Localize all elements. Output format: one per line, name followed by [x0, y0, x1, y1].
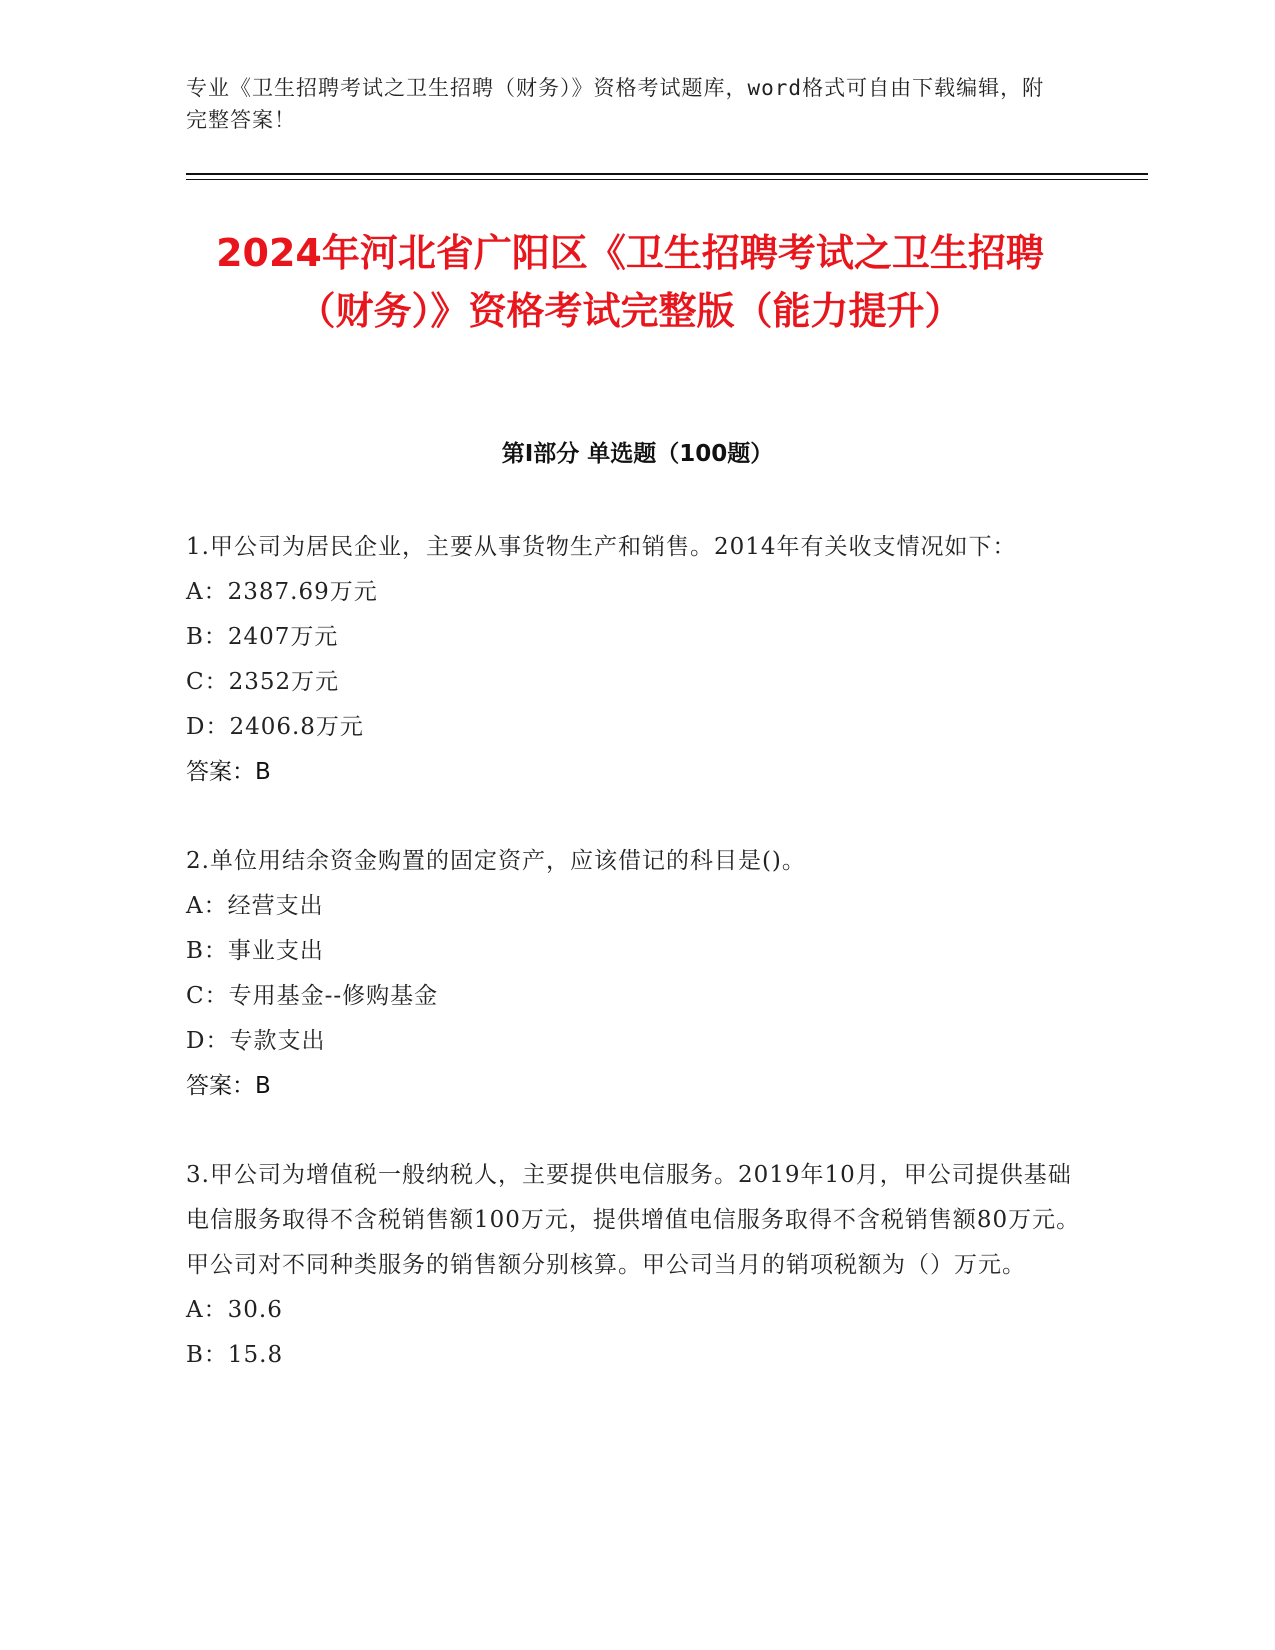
header-divider-thin — [186, 179, 1148, 180]
option-a: A：2387.69万元 — [186, 579, 378, 605]
option-d: D：专款支出 — [186, 1028, 326, 1054]
question-2 — [186, 839, 1086, 1109]
question-text: 1.甲公司为居民企业，主要从事货物生产和销售。2014年有关收支情况如下： — [186, 534, 1017, 560]
option-b: B：事业支出 — [186, 938, 324, 964]
option-a: A：经营支出 — [186, 893, 324, 919]
section-heading: 第I部分 单选题（100题） — [501, 441, 774, 467]
answer: 答案：B — [186, 1073, 271, 1099]
question-text: 2.单位用结余资金购置的固定资产，应该借记的科目是()。 — [186, 848, 806, 874]
question-3 — [186, 1153, 1086, 1378]
option-d: D：2406.8万元 — [186, 714, 364, 740]
header-divider-thick — [186, 173, 1148, 175]
document-title: 2024年河北省广阳区《卫生招聘考试之卫生招聘（财务）》资格考试完整版（能力提升） — [216, 231, 1044, 333]
option-b: B：2407万元 — [186, 624, 339, 650]
option-b: B：15.8 — [186, 1342, 284, 1368]
question-list — [186, 525, 1086, 1422]
option-c: C：2352万元 — [186, 669, 340, 695]
answer: 答案：B — [186, 759, 271, 785]
header-note: 专业《卫生招聘考试之卫生招聘（财务）》资格考试题库，word格式可自由下载编辑，附完整答案！ — [186, 76, 1045, 132]
option-c: C：专用基金--修购基金 — [186, 983, 439, 1009]
question-1 — [186, 525, 1086, 795]
option-a: A：30.6 — [186, 1297, 283, 1323]
question-text: 3.甲公司为增值税一般纳税人，主要提供电信服务。2019年10月，甲公司提供基础电信服务取得不含税销售额100万元，提供增值电信服务取得不含税销售额80万元。甲公司对不同种类服务的销售额分别核算。甲公司当月的销项税额为（）万元。 — [186, 1162, 1081, 1278]
